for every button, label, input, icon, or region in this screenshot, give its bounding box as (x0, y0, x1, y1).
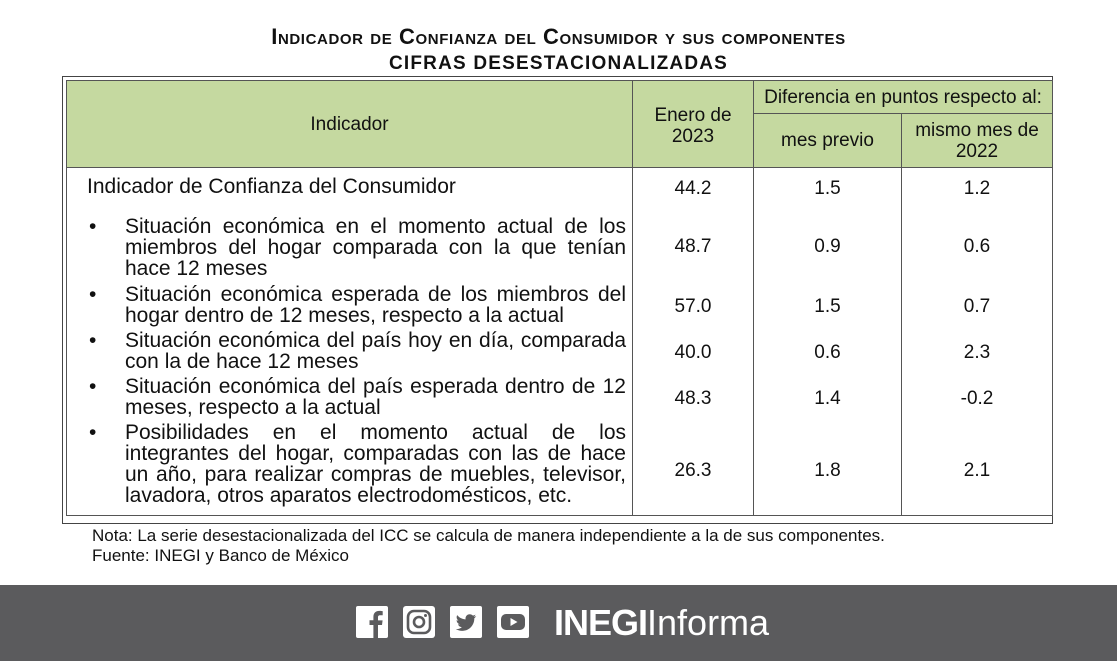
row-label-cell (67, 216, 633, 284)
footnotes (92, 526, 885, 566)
row-label-cell (67, 422, 633, 516)
source-text: Fuente: INEGI y Banco de México (92, 546, 350, 565)
col-header-mismo-mes-label: mismo mes de 2022 (915, 119, 1039, 162)
row-label: Situación económica del país esperada dentro de 12 meses, respecto a la actual (125, 374, 626, 419)
row-mes-previo-value: 1.5 (754, 284, 902, 330)
row-enero-value: 26.3 (633, 422, 754, 516)
table-row-main (67, 168, 1053, 216)
col-header-indicator: Indicador (67, 81, 633, 168)
table-row (67, 216, 1053, 284)
row-enero-value: 48.7 (633, 216, 754, 284)
instagram-icon[interactable] (403, 606, 435, 643)
main-indicator-label: Indicador de Confianza del Consumidor (67, 168, 633, 216)
row-label: Situación económica en el momento actual de los miembros del hogar comparada con la que tenían hace 12 meses (125, 214, 626, 280)
table-row (67, 422, 1053, 516)
facebook-icon[interactable] (356, 606, 388, 643)
row-label: Situación económica esperada de los miembros del hogar dentro de 12 meses, respecto a la actual (125, 282, 626, 327)
row-mismo-mes-value: 0.6 (902, 216, 1053, 284)
inegi-informa-logo[interactable] (554, 603, 769, 643)
col-header-enero (633, 81, 754, 168)
youtube-icon[interactable] (497, 606, 529, 643)
note-text: Nota: La serie desestacionalizada del ICC se calcula de manera independiente a la de sus componentes. (92, 526, 885, 545)
col-header-mes-previo: mes previo (754, 114, 902, 168)
row-label-cell (67, 330, 633, 376)
main-mismo-mes-value: 1.2 (902, 168, 1053, 216)
row-mes-previo-value: 1.8 (754, 422, 902, 516)
page-title: Indicador de Confianza del Consumidor y sus componentes (271, 24, 846, 49)
table-row (67, 376, 1053, 422)
bullet-icon: • (89, 214, 97, 238)
brand-bold-text: INEGI (554, 602, 648, 643)
bullet-icon: • (89, 374, 97, 398)
row-mes-previo-value: 0.9 (754, 216, 902, 284)
table-row (67, 284, 1053, 330)
row-enero-value: 57.0 (633, 284, 754, 330)
row-mismo-mes-value: 2.1 (902, 422, 1053, 516)
col-header-enero-label: Enero de 2023 (654, 105, 732, 147)
twitter-icon[interactable] (450, 606, 482, 643)
row-label-cell (67, 284, 633, 330)
bullet-icon: • (89, 282, 97, 306)
col-header-diferencia: Diferencia en puntos respecto al: (754, 81, 1053, 114)
page-subtitle: CIFRAS DESESTACIONALIZADAS (388, 53, 729, 74)
col-header-mismo-mes (902, 114, 1053, 168)
main-mes-previo-value: 1.5 (754, 168, 902, 216)
row-enero-value: 48.3 (633, 376, 754, 422)
bullet-icon: • (89, 328, 97, 352)
brand-light-text: Informa (647, 602, 770, 643)
row-mes-previo-value: 1.4 (754, 376, 902, 422)
table-row (67, 330, 1053, 376)
row-label: Posibilidades en el momento actual de los integrantes del hogar, comparadas con las de hace un año, para realizar compras de muebles, televisor, lavadora, otros aparatos electrodomésticos, etc. (125, 420, 626, 507)
row-mes-previo-value: 0.6 (754, 330, 902, 376)
bullet-icon: • (89, 420, 97, 444)
footer-bar (0, 585, 1117, 661)
row-mismo-mes-value: 2.3 (902, 330, 1053, 376)
main-enero-value: 44.2 (633, 168, 754, 216)
row-label-cell (67, 376, 633, 422)
icc-table (66, 80, 1053, 516)
row-label: Situación económica del país hoy en día, comparada con la de hace 12 meses (125, 328, 626, 373)
row-mismo-mes-value: -0.2 (902, 376, 1053, 422)
row-enero-value: 40.0 (633, 330, 754, 376)
row-mismo-mes-value: 0.7 (902, 284, 1053, 330)
